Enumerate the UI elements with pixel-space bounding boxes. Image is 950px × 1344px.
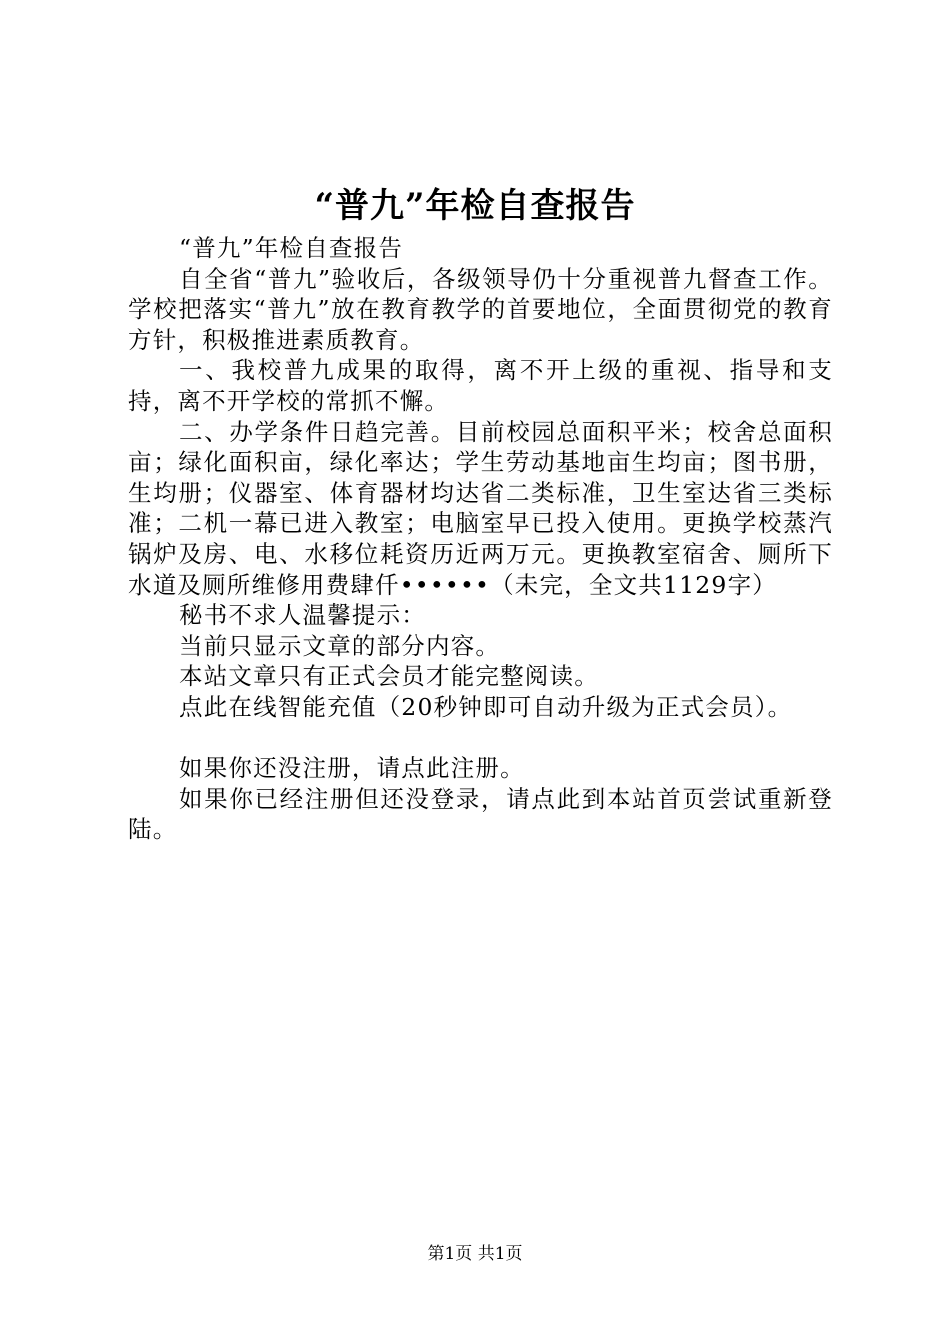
section-one-paragraph: 一、我校普九成果的取得，离不开上级的重视、指导和支持，离不开学校的常抓不懈。	[128, 356, 833, 415]
document-title: “普九”年检自查报告	[314, 186, 636, 226]
recharge-link[interactable]: 点此在线智能充值（20秒钟即可自动升级为正式会员）。	[179, 692, 793, 721]
document-body	[128, 233, 833, 845]
tip-members-only: 本站文章只有正式会员才能完整阅读。	[179, 662, 599, 691]
tip-partial-content: 当前只显示文章的部分内容。	[179, 631, 501, 660]
tip-heading: 秘书不求人温馨提示：	[179, 601, 426, 630]
blank-line	[128, 723, 833, 754]
intro-paragraph: 自全省“普九”验收后，各级领导仍十分重视普九督查工作。学校把落实“普九”放在教育教学的首要地位，全面贯彻党的教育方针，积极推进素质教育。	[128, 264, 833, 354]
login-link[interactable]: 如果你已经注册但还没登录，请点此到本站首页尝试重新登陆。	[128, 784, 833, 844]
section-two-paragraph: 二、办学条件日趋完善。目前校园总面积平米；校舍总面积亩；绿化面积亩，绿化率达；学生劳动基地亩生均亩；图书册，生均册；仪器室、体育器材均达省二类标准，卫生室达省三类标准；二机一幕已进入教室；电脑室早已投入使用。更换学校蒸汽锅炉及房、电、水移位耗资历近两万元。更换教室宿舍、厕所下水道及厕所维修用费肆仟••••••（未完，全文共1129字）	[128, 417, 833, 599]
subtitle-paragraph: “普九”年检自查报告	[179, 234, 404, 262]
register-link[interactable]: 如果你还没注册，请点此注册。	[179, 754, 525, 783]
page-footer: 第1页 共1页	[427, 1244, 523, 1264]
